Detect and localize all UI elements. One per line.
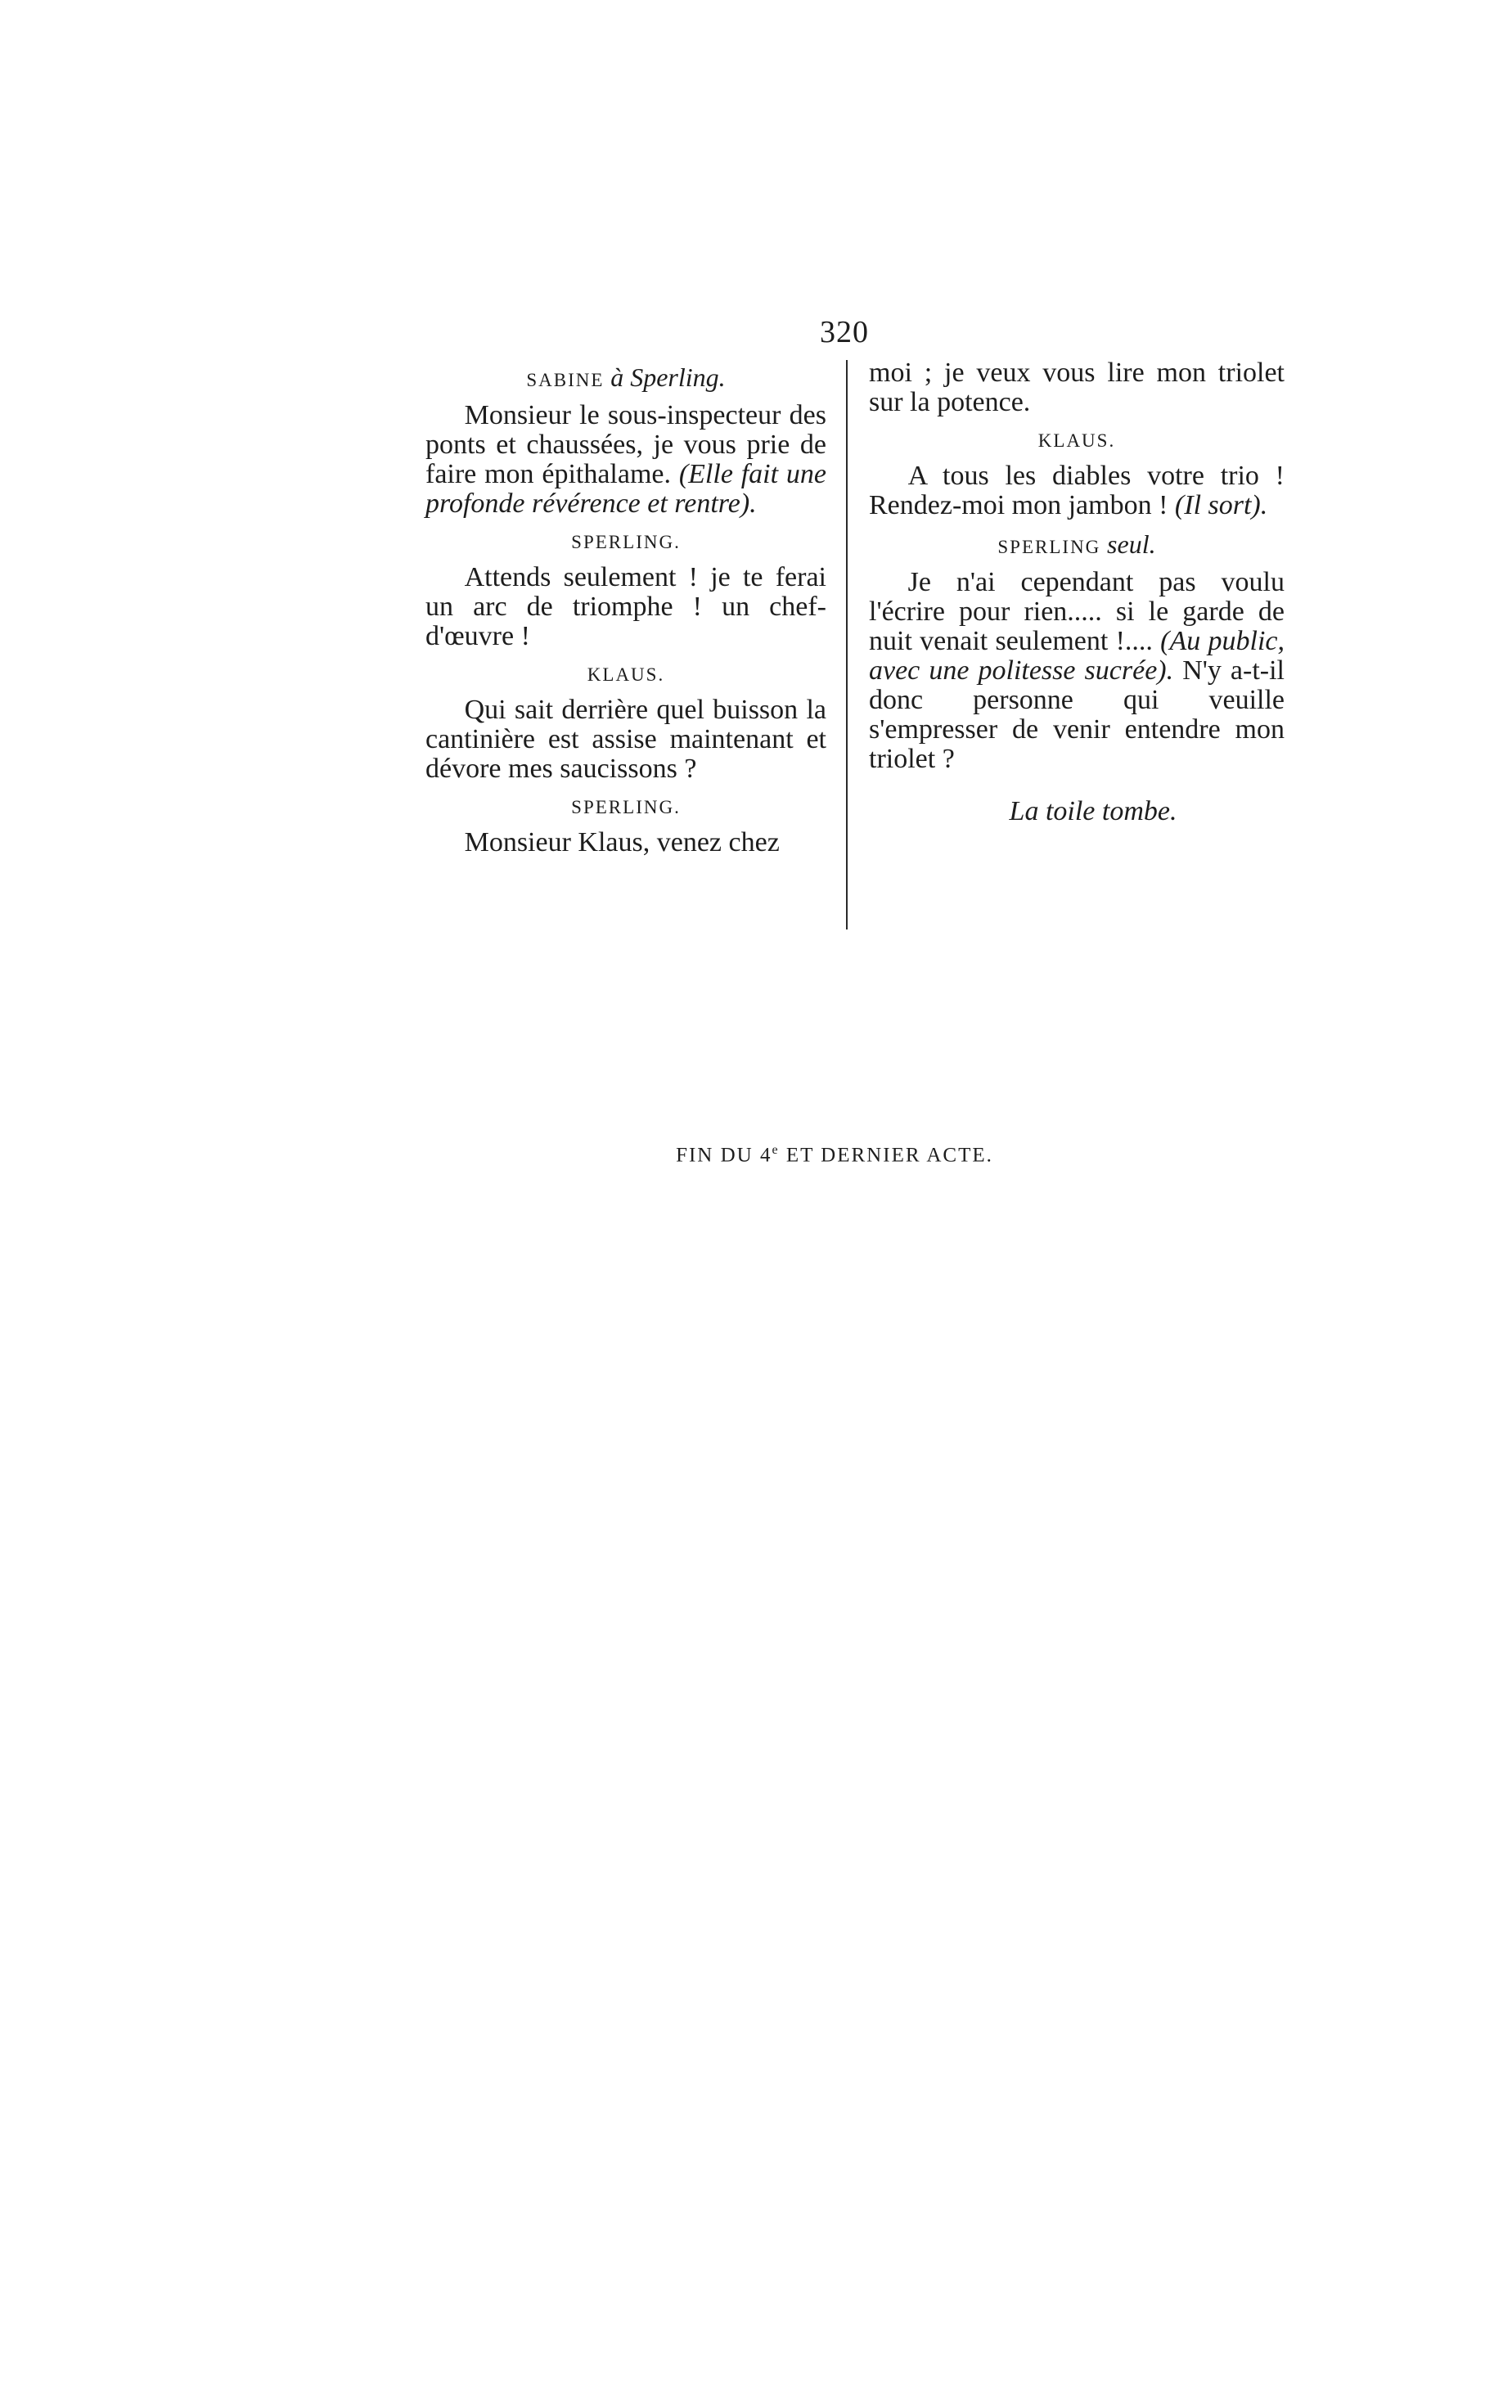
page-number: 320 <box>820 315 869 349</box>
speech-sperling-3 <box>869 568 1285 774</box>
speaker-sperling: SPERLING. <box>571 532 681 552</box>
speech-sperling-2-end: moi ; je veux vous lire mon triolet sur la potence. <box>869 358 1285 417</box>
speaker-klaus: KLAUS. <box>587 664 665 685</box>
column-divider <box>846 360 848 929</box>
speaker-name: SABINE <box>526 370 605 390</box>
speaker-klaus-2: KLAUS. <box>1037 430 1116 451</box>
stage-direction: (Au public, avec une politesse sucrée). <box>869 626 1285 686</box>
speaker-name: SPERLING <box>997 537 1101 557</box>
curtain-direction: La toile tombe. <box>1009 796 1177 826</box>
speech-text: A tous les diables votre trio ! Rendez-moi mon jambon ! <box>869 461 1285 520</box>
speech-sabine <box>425 401 826 519</box>
left-column <box>425 358 826 857</box>
end-superscript: e <box>772 1143 780 1157</box>
speaker-sperling-2: SPERLING. <box>571 797 681 817</box>
speaker-sperling-3 <box>869 529 1285 560</box>
speaker-sabine <box>425 362 826 393</box>
end-of-act <box>622 1137 1047 1168</box>
speech-text: Je n'ai cependant pas voulu l'écrire pour rien..... si le garde de nuit venait seulement !.... <box>869 567 1285 656</box>
speaker-direction: seul. <box>1107 529 1156 559</box>
speech-klaus: Qui sait derrière quel buisson la cantinière est assise maintenant et dévore mes saucissons ? <box>425 695 826 784</box>
speech-text-2: N'y a-t-il donc personne qui veuille s'empresser de venir entendre mon triolet ? <box>869 655 1285 774</box>
end-suffix: ET DERNIER ACTE. <box>779 1144 993 1167</box>
stage-direction: (Il sort). <box>1174 490 1268 520</box>
speech-text: Monsieur le sous-inspecteur des ponts et chaussées, je vous prie de faire mon épithalame. <box>425 400 826 489</box>
right-column <box>869 358 1285 826</box>
speech-sperling: Attends seulement ! je te ferai un arc de triomphe ! un chef-d'œuvre ! <box>425 562 826 651</box>
speaker-direction: à Sperling. <box>610 362 726 392</box>
end-prefix: FIN DU 4 <box>676 1144 772 1167</box>
stage-direction: (Elle fait une profonde révérence et rentre). <box>425 459 826 519</box>
speech-klaus-2 <box>869 461 1285 520</box>
speech-sperling-2-start: Monsieur Klaus, venez chez <box>464 827 780 857</box>
